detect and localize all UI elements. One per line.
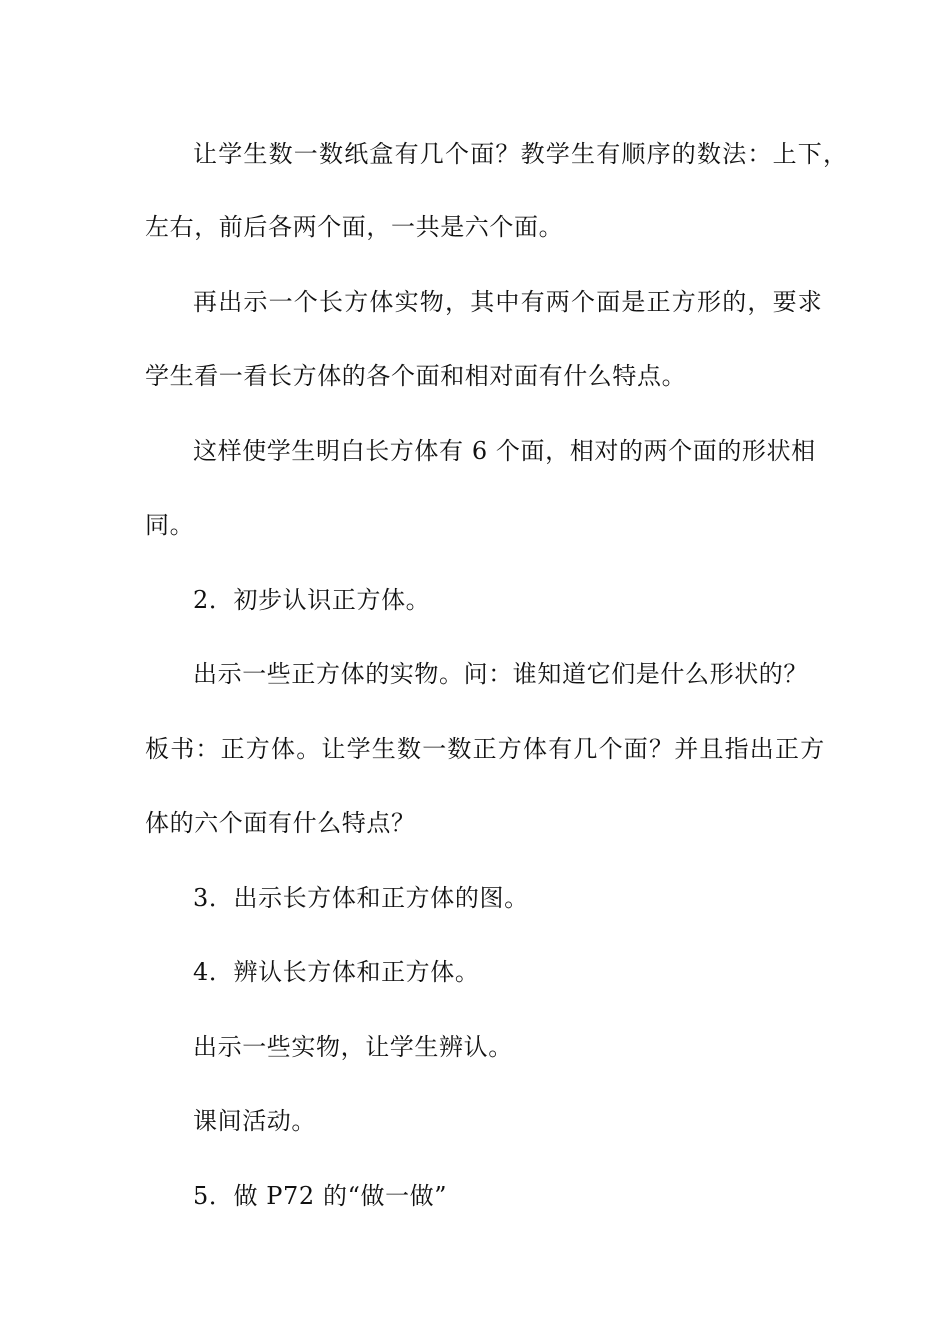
- paragraph-line-10: 体的六个面有什么特点？: [145, 809, 416, 837]
- paragraph-line-8: 出示一些正方体的实物。问：谁知道它们是什么形状的？: [193, 660, 808, 688]
- section-heading-5: 5．做 P72 的“做一做”: [193, 1182, 448, 1210]
- paragraph-line-13: 出示一些实物，让学生辨认。: [193, 1033, 513, 1061]
- paragraph-line-4: 学生看一看长方体的各个面和相对面有什么特点。: [145, 362, 687, 390]
- paragraph-line-14: 课间活动。: [193, 1107, 316, 1135]
- paragraph-line-5: 这样使学生明白长方体有 6 个面，相对的两个面的形状相: [193, 437, 816, 465]
- section-heading-4: 4．辨认长方体和正方体。: [193, 958, 480, 986]
- section-heading-3: 3．出示长方体和正方体的图。: [193, 884, 529, 912]
- paragraph-line-9: 板书：正方体。让学生数一数正方体有几个面？并且指出正方: [145, 735, 826, 763]
- section-heading-2: 2．初步认识正方体。: [193, 586, 431, 614]
- paragraph-line-6: 同。: [145, 511, 195, 539]
- paragraph-line-1: 让学生数一数纸盒有几个面？教学生有顺序的数法：上下，: [193, 140, 849, 168]
- paragraph-line-2: 左右，前后各两个面，一共是六个面。: [145, 213, 564, 241]
- paragraph-line-3: 再出示一个长方体实物，其中有两个面是正方形的，要求: [193, 288, 823, 316]
